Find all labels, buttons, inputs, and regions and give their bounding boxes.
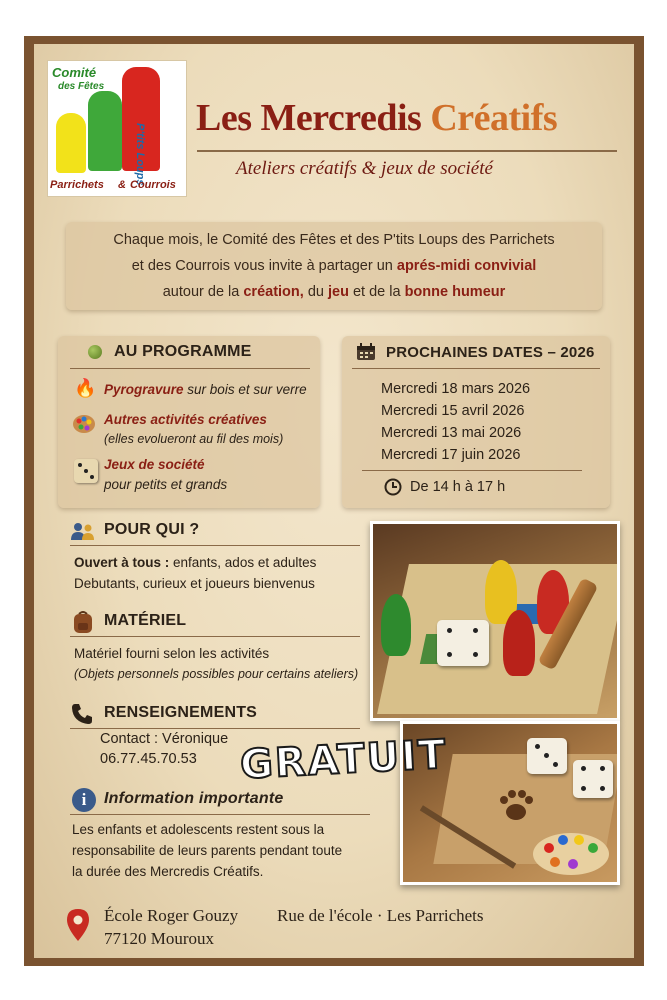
logo-kid-green <box>88 91 122 171</box>
calendar-icon <box>356 343 376 361</box>
paint-palette-icon <box>531 828 611 876</box>
pour-qui-audience: enfants, ados et adultes <box>169 555 317 570</box>
map-pin-icon <box>66 908 90 942</box>
small-die-1 <box>527 738 567 774</box>
contact-phone: 06.77.45.70.53 <box>100 751 197 767</box>
committee-logo <box>47 60 187 197</box>
dates-heading: PROCHAINES DATES – 2026 <box>386 344 595 361</box>
info-rule <box>70 814 370 815</box>
programme-heading: AU PROGRAMME <box>114 343 252 360</box>
poster-title <box>196 96 557 140</box>
dates-hours: De 14 h à 17 h <box>410 479 506 495</box>
title-rule <box>197 150 617 152</box>
dates-rule <box>352 368 600 369</box>
address-school: École Roger Gouzy <box>104 906 239 925</box>
intro-highlight-creation: création, <box>243 284 304 300</box>
intro-highlight-jeu: jeu <box>327 284 349 300</box>
green-pawn <box>381 594 411 656</box>
intro-box <box>66 222 602 310</box>
olive-dot-icon <box>88 345 102 359</box>
logo-amp: & <box>118 179 126 191</box>
poster-subtitle: Ateliers créatifs & jeux de société <box>236 158 493 179</box>
address-street: Rue de l'école · Les Parrichets <box>277 906 484 925</box>
game-die <box>437 620 489 666</box>
date-item: Mercredi 15 avril 2026 <box>381 403 525 419</box>
small-die-2 <box>573 760 613 798</box>
palette-icon <box>72 414 96 434</box>
info-line3: la durée des Mercredis Créatifs. <box>72 864 264 879</box>
materiel-line1: Matériel fourni selon les activités <box>74 646 270 661</box>
pour-qui-open-label: Ouvert à tous : <box>74 555 170 570</box>
info-line2: responsabilite de leurs parents pendant toute <box>72 843 343 858</box>
intro-line1: Chaque mois, le Comité des Fêtes et des P'tits Loups des Parrichets <box>113 232 555 248</box>
dates-rule-2 <box>362 470 582 471</box>
title-part2: Créatifs <box>430 97 558 139</box>
address-city: 77120 Mouroux <box>104 929 215 948</box>
paw-print-icon <box>495 788 537 824</box>
pour-qui-heading: POUR QUI ? <box>104 521 200 538</box>
logo-parrichets: Parrichets <box>50 179 104 191</box>
pour-qui-line2: Debutants, curieux et joueurs bienvenus <box>74 576 315 591</box>
contact-name: Contact : Véronique <box>100 731 229 747</box>
logo-ptits-loups: P'tits Loups <box>134 123 146 186</box>
phone-icon <box>70 702 94 726</box>
programme-item-activites: Autres activités créatives <box>104 412 267 427</box>
programme-item-pyrogravure <box>104 382 307 397</box>
people-icon <box>70 522 96 540</box>
renseignements-heading: RENSEIGNEMENTS <box>104 704 258 721</box>
pour-qui-line1 <box>74 555 316 570</box>
dates-list <box>381 378 530 466</box>
programme-item-jeux-desc: pour petits et grands <box>104 477 228 492</box>
logo-des-fetes: des Fêtes <box>58 81 105 92</box>
intro-highlight-humeur: bonne humeur <box>404 284 506 300</box>
renseignements-rule <box>70 728 360 729</box>
materiel-line2: (Objets personnels possibles pour certains ateliers) <box>74 667 359 681</box>
logo-courrois: Courrois <box>130 179 176 191</box>
intro-line2 <box>66 253 602 279</box>
date-item: Mercredi 17 juin 2026 <box>381 447 521 463</box>
programme-item-activites-desc: (elles evolueront au fil des mois) <box>104 432 284 446</box>
programme-rule <box>70 368 310 369</box>
pour-qui-rule <box>70 545 360 546</box>
fire-icon: 🔥 <box>74 378 97 398</box>
materiel-rule <box>70 636 360 637</box>
title-part1: Les Mercredis <box>196 97 422 139</box>
programme-item-jeux: Jeux de société <box>104 457 205 472</box>
intro-line2-text: et des Courrois vous invite à partager un <box>131 258 397 274</box>
dice-icon <box>74 459 98 483</box>
date-item: Mercredi 18 mars 2026 <box>381 381 531 397</box>
materiel-heading: MATÉRIEL <box>104 612 187 629</box>
date-item: Mercredi 13 mai 2026 <box>381 425 522 441</box>
intro-line3 <box>66 279 602 305</box>
intro-line3-a: autour de la <box>162 284 244 300</box>
pyrogravure-label: Pyrogravure <box>104 382 184 397</box>
intro-line3-e: et de la <box>348 284 405 300</box>
gratuit-stamp: GRATUIT <box>238 731 449 789</box>
logo-kid-yellow <box>56 113 86 173</box>
clock-icon <box>384 478 402 496</box>
red-pawn-2 <box>503 610 535 676</box>
info-icon: i <box>72 788 96 812</box>
intro-line3-c: du <box>303 284 328 300</box>
pyrogravure-desc: sur bois et sur verre <box>183 382 307 397</box>
backpack-icon <box>72 610 94 634</box>
board-game-photo <box>370 521 620 721</box>
logo-comite: Comité <box>52 65 97 80</box>
info-line1: Les enfants et adolescents restent sous la <box>72 822 325 837</box>
intro-highlight-convivial: aprés-midi convivial <box>396 258 537 274</box>
info-heading: Information importante <box>104 790 284 807</box>
